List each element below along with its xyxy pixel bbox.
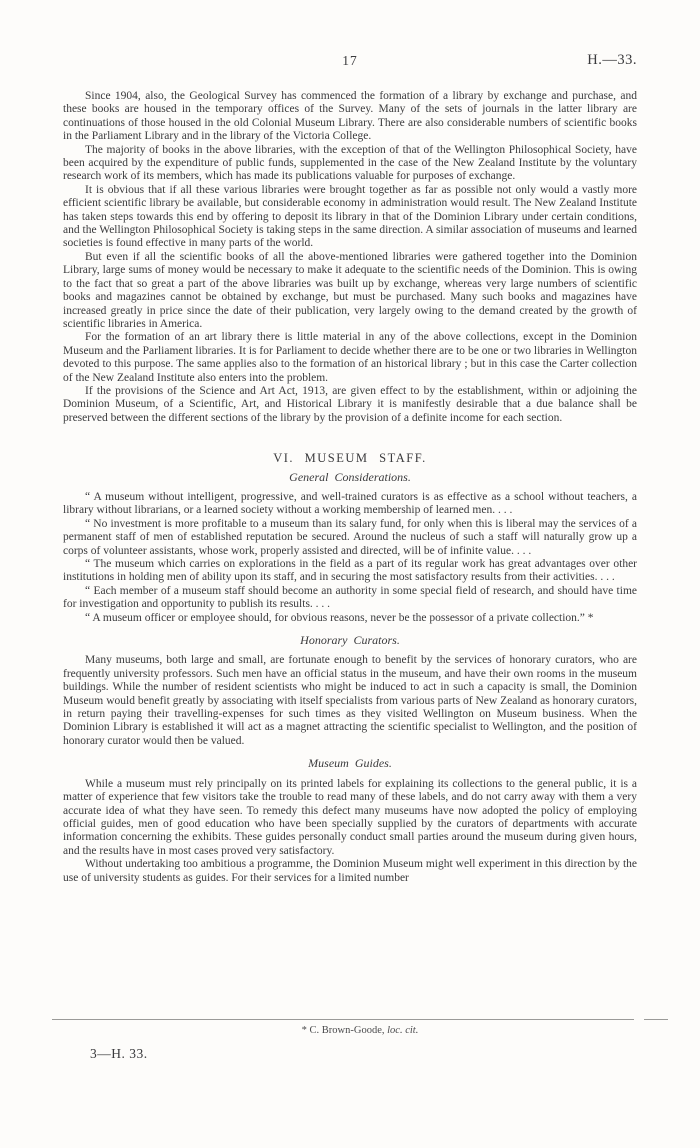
footnote [52, 1025, 668, 1036]
subsection-heading-museum-guides: Museum Guides. [308, 756, 392, 771]
paragraph-honorary-curators: Many museums, both large and small, are fortunate enough to benefit by the services of honorary curators, who are frequently university professors. Such men have an official status in the museum, and have their own rooms in the museum buildings. While the number of resident scientists who might be induced to act in such a capacity is small, the Dominion Museum would benefit greatly by associating with itself specialists from various parts of New Zealand as honorary curators, in return paying their travelling-expenses for such times as they visited Wellington on Museum business. When the Dominion Library is established it will act as a magnet attracting the scientific specialist to Wellington, and the position of honorary curator would then be valued. [63, 654, 637, 747]
paragraph-majority-of-books: The majority of books in the above libraries, with the exception of that of the Wellington Philosophical Society, have been acquired by the expenditure of public funds, supplemented in the case of the New Zealand Institute by the voluntary research work of its members, which has made its publications valuable for purposes of exchange. [63, 143, 637, 183]
quote-museum-explorations: “ The museum which carries on explorations in the field as a part of its regular work has great advantages over other institutions in holding men of ability upon its staff, and in securing the most satisfactory results from their activities. . . . [63, 558, 637, 584]
quote-each-member: “ Each member of a museum staff should become an authority in some special field of research, and should have time for investigation and opportunity to publish its results. . . . [63, 584, 637, 611]
footnote-block [52, 1018, 668, 1036]
subsection-heading-general-considerations: General Considerations. [289, 469, 411, 484]
footnote-author: * C. Brown-Goode, [301, 1025, 388, 1036]
quote-museum-officer: “ A museum officer or employee should, for obvious reasons, never be the possessor of a private collection.” * [85, 611, 594, 624]
paragraph-since-1904: Since 1904, also, the Geological Survey has commenced the formation of a library by exchange and purchase, and these books are housed in the temporary offices of the Survey. Many of the sets of journals in the latter library are continuations of those housed in the old Colonial Museum Library. There are also considerable numbers of scientific books in the Parliament Library and in the library of the Victoria College. [63, 90, 637, 143]
paragraph-museum-guides: While a museum must rely principally on its printed labels for explaining its collections to the general public, it is a matter of experience that few visitors take the trouble to read many of these labels, and do not carry away with them a very accurate idea of what they have seen. To remedy this defect many museums have now adopted the policy of employing official guides, men of good education who have been specially supplied by the curators of departments with accurate information concerning the exhibits. These guides personally conduct small parties around the museum during given hours, and the results have in most cases proved very satisfactory. [63, 777, 637, 857]
paragraph-without-undertaking: Without undertaking too ambitious a programme, the Dominion Museum might well experiment in this direction by the use of university students as guides. For their services for a limited number [63, 858, 637, 884]
footer-signature: 3—H. 33. [90, 1046, 148, 1061]
paragraph-scientific-books: But even if all the scientific books of all the above-mentioned libraries were gathered together into the Dominion Library, large sums of money would be necessary to make it adequate to the scientific needs of the Dominion. This is owing to the fact that so great a part of the above libraries was built up by exchange, whereas very large numbers of scientific books and magazines cannot be obtained by exchange, but must be purchased. Many such books and magazines have increased greatly in price since the date of their publication, very largely owing to the demand created by the growth of scientific libraries in America. [63, 250, 637, 330]
document-reference: H.—33. [587, 52, 637, 68]
paragraph-science-art-act: If the provisions of the Science and Art Act, 1913, are given effect to by the establishment, within or adjoining the Dominion Museum, of a Scientific, Art, and Historical Library it is manifestly desirable that a due balance shall be preserved between the different sections of the library by the provision of a definite income for each section. [63, 384, 637, 424]
paragraph-obvious-libraries: It is obvious that if all these various libraries were brought together as far as possible not only would a vastly more efficient scientific library be available, but considerable economy in administration would result. The New Zealand Institute has taken steps towards this end by offering to deposit its library in that of the Dominion Library under certain conditions, and the Wellington Philosophical Society is taking steps in the same direction. A similar association of museums and learned societies is found effective in many parts of the world. [63, 183, 637, 250]
page-header [63, 53, 637, 71]
paragraph-art-library: For the formation of an art library there is little material in any of the above collections, except in the Dominion Museum and the Parliament libraries. It is for Parliament to decide whether there are to be one or two libraries in Wellington devoted to this purpose. The same applies also to the formation of an historical library ; but in this case the Carter collection of the New Zealand Institute also enters into the problem. [63, 331, 637, 384]
subsection-heading-honorary-curators: Honorary Curators. [300, 633, 400, 648]
quote-no-investment: “ No investment is more profitable to a museum than its salary fund, for only when this is liberal may the services of a permanent staff of men of established reputation be secured. Around the nucleus of such a staff will naturally grow up a corps of volunteer assistants, whose work, properly assisted and directed, will be of infinite value. . . . [63, 517, 637, 557]
footnote-rule [52, 1018, 668, 1021]
footnote-citation: loc. cit. [387, 1025, 419, 1036]
page-body [63, 90, 637, 885]
footnote-rule-dash-segment [644, 1019, 668, 1020]
quote-museum-without-curators: “ A museum without intelligent, progressive, and well-trained curators is as effective as a school without teachers, a library without librarians, or a learned society without a working membership of learned men. . . . [63, 490, 637, 517]
footnote-rule-main-segment [52, 1019, 634, 1020]
section-heading-museum-staff: VI. MUSEUM STAFF. [273, 451, 427, 466]
page-number: 17 [342, 53, 358, 68]
